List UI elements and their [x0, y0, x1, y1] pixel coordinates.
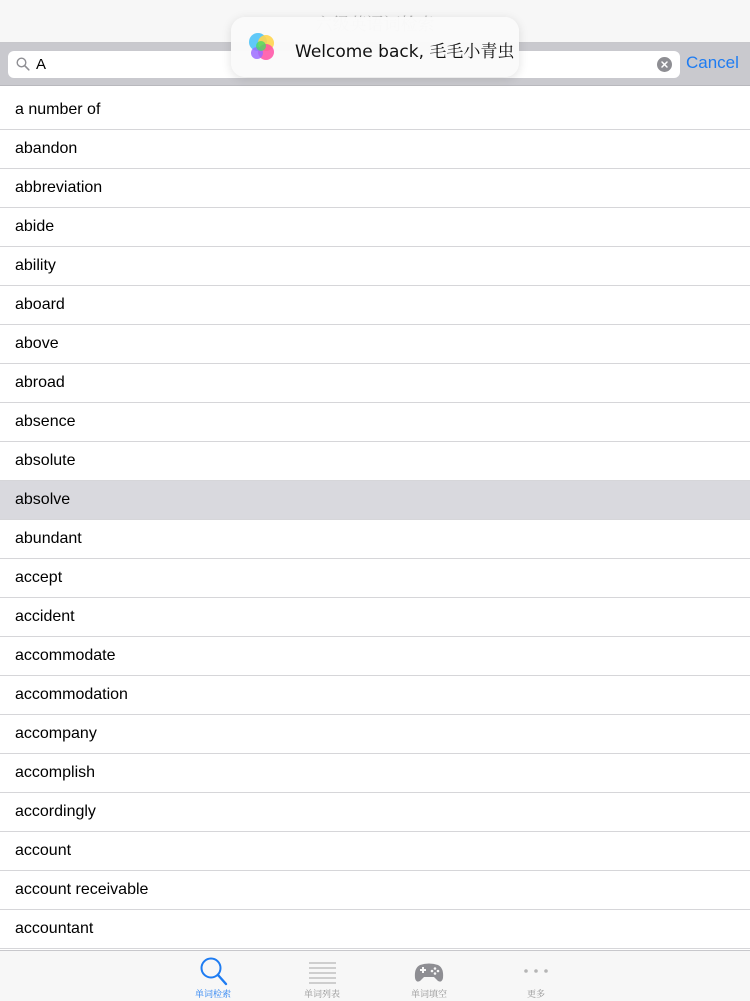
word-list-item[interactable] — [0, 520, 750, 559]
word-label: accommodate — [15, 647, 116, 664]
word-list-item[interactable] — [0, 442, 750, 481]
word-list-item[interactable] — [0, 676, 750, 715]
word-label: abandon — [15, 140, 78, 157]
word-label: accountant — [15, 920, 94, 937]
tab-label: 单词填空 — [410, 990, 447, 1000]
word-label: absolve — [15, 491, 71, 508]
word-label: aboard — [15, 296, 65, 313]
word-label: accordingly — [15, 803, 96, 820]
word-list-item[interactable] — [0, 793, 750, 832]
tab-word-list[interactable] — [277, 951, 367, 1001]
word-label: abbreviation — [15, 179, 103, 196]
word-list-item[interactable] — [0, 91, 750, 130]
word-label: absolute — [15, 452, 76, 469]
word-list-item[interactable] — [0, 169, 750, 208]
word-label: ability — [15, 257, 56, 274]
word-label: accompany — [15, 725, 97, 742]
word-label: accept — [15, 569, 63, 586]
word-label: abide — [15, 218, 55, 235]
notification-text: Welcome back, 毛毛小青虫 — [295, 42, 515, 62]
word-list-item[interactable] — [0, 559, 750, 598]
word-label: a number of — [15, 101, 101, 118]
word-list-item[interactable] — [0, 754, 750, 793]
word-list-item[interactable] — [0, 208, 750, 247]
tab-label: 单词列表 — [303, 990, 340, 1000]
tab-label: 更多 — [526, 990, 545, 1000]
word-label: above — [15, 335, 59, 352]
word-label: abundant — [15, 530, 82, 547]
search-icon — [16, 57, 30, 71]
word-list-item[interactable] — [0, 247, 750, 286]
word-label: accommodation — [15, 686, 128, 703]
search-icon — [197, 956, 229, 986]
word-list-item[interactable] — [0, 130, 750, 169]
word-label: accident — [15, 608, 75, 625]
tab-word-fill[interactable] — [384, 951, 474, 1001]
game-center-icon — [245, 30, 279, 64]
game-center-banner[interactable] — [231, 17, 519, 77]
word-list — [0, 91, 750, 949]
word-label: account receivable — [15, 881, 149, 898]
word-list-item[interactable] — [0, 871, 750, 910]
word-list-item[interactable] — [0, 403, 750, 442]
word-list-item[interactable] — [0, 286, 750, 325]
word-list-item[interactable] — [0, 715, 750, 754]
tab-label: 单词检索 — [194, 990, 231, 1000]
clear-icon[interactable] — [657, 57, 672, 72]
word-list-item[interactable] — [0, 832, 750, 871]
word-list-item[interactable] — [0, 598, 750, 637]
word-label: account — [15, 842, 72, 859]
word-list-item[interactable] — [0, 325, 750, 364]
word-list-item[interactable] — [0, 637, 750, 676]
word-list-item[interactable] — [0, 364, 750, 403]
word-label: accomplish — [15, 764, 96, 781]
word-label: abroad — [15, 374, 65, 391]
cancel-button[interactable]: Cancel — [686, 53, 739, 72]
tab-word-search[interactable] — [168, 951, 258, 1001]
word-label: absence — [15, 413, 76, 430]
list-icon — [306, 956, 338, 986]
tab-more[interactable] — [491, 951, 581, 1001]
more-icon — [520, 956, 552, 986]
tab-bar — [0, 950, 750, 1001]
word-list-item[interactable] — [0, 481, 750, 520]
gamepad-icon — [413, 956, 445, 986]
word-list-item[interactable] — [0, 910, 750, 949]
